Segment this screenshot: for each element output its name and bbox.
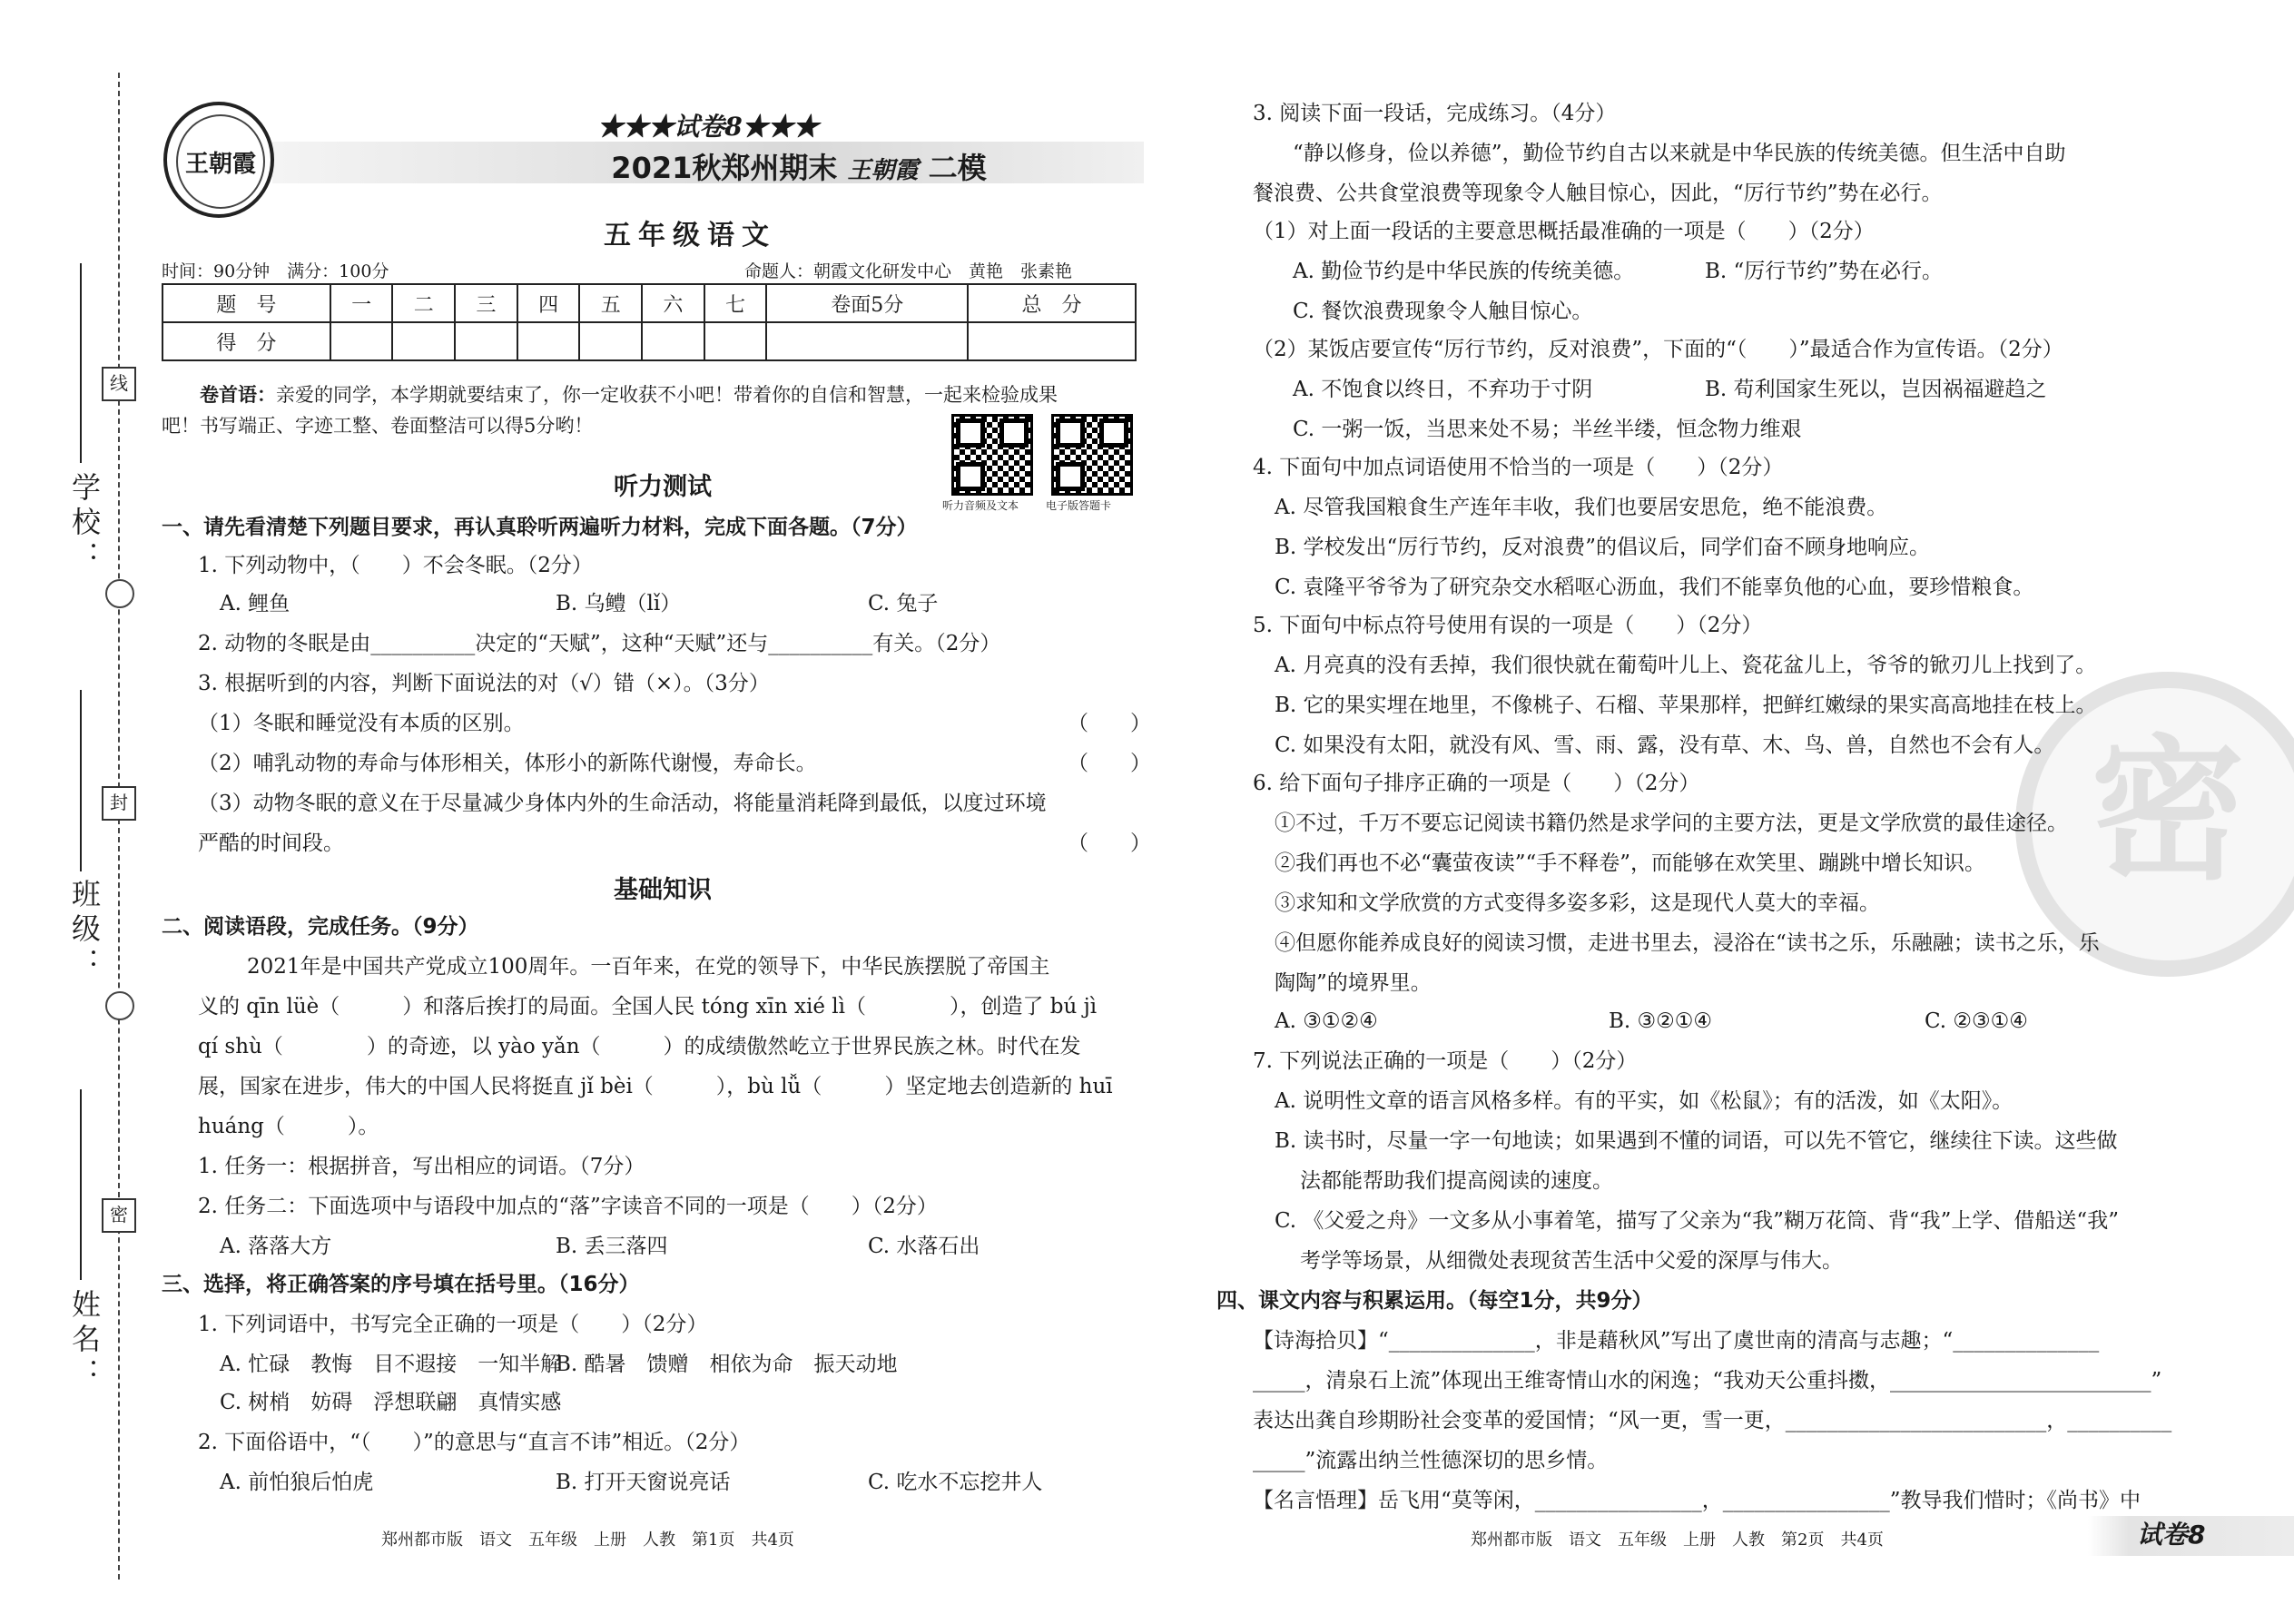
r-q5-a: A. 月亮真的没有丢掉，我们很快就在葡萄叶儿上、瓷花盆儿上，爷爷的锨刃儿上找到了。 [1275,654,2097,677]
q2-passage-5: huáng（ ）。 [198,1115,379,1138]
class-write-line [80,690,82,871]
r-q3-1-b: B. “厉行节约”势在必行。 [1705,260,1944,283]
judge-paren[interactable]: （ ） [1068,712,1151,735]
score-input-cell[interactable] [392,322,455,360]
r-q5-c: C. 如果没有太阳，就没有风、雪、雨、露，没有草、木、鸟、兽，自然也不会有人。 [1275,733,2055,757]
q3-2-b: B. 打开天窗说亮话 [556,1471,731,1494]
intro-line-1 [200,381,1058,408]
r-q4: 4. 下面句中加点词语使用不恰当的一项是（ ）（2分） [1253,456,1784,479]
q2-heading: 二、阅读语段，完成任务。（9分） [162,915,479,939]
score-input-cell[interactable] [766,322,968,360]
intro-line-2: 吧！书写端正、字迹工整、卷面整洁可以得5分哟！ [162,415,594,437]
r-motto-1: 【名言悟理】岳飞用“莫等闲，________________，________________”教导我们惜时；《尚书》中 [1253,1489,2141,1512]
binding-dashed-line [118,73,120,1580]
q3-2-a: A. 前怕狼后怕虎 [220,1471,374,1494]
score-cell: 三 [455,284,517,322]
footer-right: 郑州都市版 语文 五年级 上册 人教 第2页 共4页 [1471,1530,1884,1550]
section-listening-title: 听力测试 [614,473,712,501]
r-q3-2-b: B. 苟利国家生死以，岂因祸福避趋之 [1705,378,2047,401]
intro-label: 卷首语： [200,383,276,406]
q2-task-1: 1. 任务一：根据拼音，写出相应的词语。（7分） [198,1155,645,1178]
score-input-cell[interactable] [968,322,1136,360]
name-label: 姓名： [67,1289,102,1393]
score-cell: 七 [704,284,767,322]
footer-left: 郑州都市版 语文 五年级 上册 人教 第1页 共4页 [381,1530,794,1550]
binding-mark-feng: 封 [102,786,136,821]
r-q3-1: （1）对上面一段话的主要意思概括最准确的一项是（ ）（2分） [1253,220,1875,243]
r-q7-a: A. 说明性文章的语言风格多样。有的平实，如《松鼠》；有的活泼，如《太阳》。 [1275,1089,2013,1113]
q1-3-3-cont: 严酷的时间段。 [198,832,344,855]
q3-1: 1. 下列词语中，书写完全正确的一项是（ ）（2分） [198,1313,708,1336]
q2-task-2-a: A. 落落大方 [220,1235,332,1258]
r-q4-c: C. 袁隆平爷爷为了研究杂交水稻呕心沥血，我们不能辜负他的心血，要珍惜粮食。 [1275,576,2034,599]
q2-task-2-b: B. 丢三落四 [556,1235,668,1258]
r-q6-s4-cont: 陶陶”的境界里。 [1275,971,1432,995]
q1-3-1: （1）冬眠和睡觉没有本质的区别。 [198,712,525,735]
score-input-cell[interactable] [642,322,704,360]
q1-1-c: C. 兔子 [868,592,939,615]
q3-1-b: B. 酷暑 馈赠 相依为命 振天动地 [556,1353,898,1376]
score-table [162,283,1137,361]
brand-logo-text: 王朝霞 [176,114,265,209]
time-info: 时间：90分钟 满分：100分 [162,261,389,281]
r-q6-s4: ④但愿你能养成良好的阅读习惯，走进书里去，浸浴在“读书之乐，乐融融；读书之乐，乐 [1275,931,2100,955]
section-basics-title: 基础知识 [614,876,712,904]
score-input-cell[interactable] [704,322,767,360]
r-q7-c-cont: 考学等场景，从细微处表现贫苦生活中父爱的深厚与伟大。 [1300,1249,1843,1273]
r-q6-s3: ③求知和文学欣赏的方式变得多姿多彩，这是现代人莫大的幸福。 [1275,891,1880,915]
r-q3-1-c: C. 餐饮浪费现象令人触目惊心。 [1293,300,1593,323]
exam-title [508,145,1089,187]
binding-circle [105,991,134,1020]
r-q6-c: C. ②③①④ [1925,1009,2028,1033]
q2-passage-3: qí shù（ ）的奇迹，以 yào yǎn（ ）的成绩傲然屹立于世界民族之林。时代在发 [198,1035,1081,1058]
exam-title-brand: 王朝霞 [847,157,919,184]
subject-title: 五年级语文 [604,220,776,251]
score-cell: 二 [392,284,455,322]
q1-heading: 一、请先看清楚下列题目要求，再认真聆听两遍听力材料，完成下面各题。（7分） [162,516,918,539]
q3-1-c: C. 树梢 妨碍 浮想联翩 真情实感 [220,1391,562,1414]
score-table-header-row [162,284,1136,322]
score-table-score-row [162,322,1136,360]
q1-1-a: A. 鲤鱼 [220,592,290,615]
intro-text-1: 亲爱的同学，本学期就要结束了，你一定收获不小吧！带着你的自信和智慧，一起来检验成果 [276,384,1058,406]
score-cell: 总 分 [968,284,1136,322]
r-q6-s2: ②我们再也不必“囊萤夜读”“手不释卷”，而能够在欢笑里、蹦跳中增长知识。 [1275,851,1986,875]
r-q4-section-heading: 四、课文内容与积累运用。（每空1分，共9分） [1216,1289,1653,1313]
r-q5: 5. 下面句中标点符号使用有误的一项是（ ）（2分） [1253,614,1763,637]
r-q4-a: A. 尽管我国粮食生产连年丰收，我们也要居安思危，绝不能浪费。 [1275,496,1888,519]
qr-caption-audio: 听力音频及文本 [942,499,1019,512]
q2-task-2-c: C. 水落石出 [868,1235,980,1258]
q1-1-b: B. 乌鳢（lǐ） [556,592,682,615]
r-q3-2: （2）某饭店要宣传“厉行节约，反对浪费”，下面的“（ ）”最适合作为宣传语。（2分） [1253,338,2063,361]
score-cell: 六 [642,284,704,322]
r-q7-c: C. 《父爱之舟》一文多从小事着笔，描写了父亲为“我”糊万花筒、背“我”上学、借船送“我” [1275,1209,2119,1233]
q2-passage-4: 展，国家在进步，伟大的中国人民将挺直 jǐ bèi（ ），bù lǚ（ ）坚定地去创造新的 huī [198,1075,1113,1098]
score-cell: 五 [579,284,642,322]
q3-1-a: A. 忙碌 教悔 目不遐接 一知半解 [220,1353,562,1376]
r-poem-1: 【诗海拾贝】“______________，非是藉秋风”写出了虞世南的清高与志趣；“______________ [1253,1329,2100,1353]
binding-mark-xian: 线 [102,367,136,401]
score-row-label: 得 分 [162,322,330,360]
r-q3: 3. 阅读下面一段话，完成练习。（4分） [1253,102,1617,125]
brand-logo [163,102,274,218]
r-q6-a: A. ③①②④ [1275,1009,1378,1033]
r-poem-3: 表达出龚自珍期盼社会变革的爱国情；“风一更，雪一更，_________________________，__________ [1253,1409,2172,1432]
class-label: 班级： [67,879,102,982]
r-q3-1-a: A. 勤俭节约是中华民族的传统美德。 [1293,260,1635,283]
score-input-cell[interactable] [455,322,517,360]
r-q6-s1: ①不过，千万不要忘记阅读书籍仍然是求学问的主要方法，更是文学欣赏的最佳途径。 [1275,812,2068,835]
score-input-cell[interactable] [517,322,580,360]
score-cell: 一 [330,284,393,322]
r-q3-passage-1: “静以修身，俭以养德”，勤俭节约自古以来就是中华民族的传统美德。但生活中自助 [1293,142,2066,165]
exam-title-main: 2021秋郑州期末 [611,151,838,185]
score-input-cell[interactable] [579,322,642,360]
authors: 命题人：朝霞文化研发中心 黄艳 张素艳 [744,261,1073,281]
score-input-cell[interactable] [330,322,393,360]
q2-passage-1: 2021年是中国共产党成立100周年。一百年来，在党的领导下，中华民族摆脱了帝国主 [247,955,1050,979]
r-poem-2: _____，清泉石上流”体现出王维寄情山水的闲逸；“我劝天公重抖擞，_________________________” [1253,1369,2162,1393]
r-q6: 6. 给下面句子排序正确的一项是（ ）（2分） [1253,772,1700,795]
q2-passage-2: 义的 qīn lüè（ ）和落后挨打的局面。全国人民 tóng xīn xié lì（ ），创造了 bú jì [198,995,1098,1019]
judge-paren[interactable]: （ ） [1068,832,1151,855]
judge-paren[interactable]: （ ） [1068,752,1151,775]
qr-code-answer-sheet[interactable] [1051,414,1133,496]
score-cell: 四 [517,284,580,322]
r-q5-b: B. 它的果实埋在地里，不像桃子、石榴、苹果那样，把鲜红嫩绿的果实高高地挂在枝上。 [1275,694,2097,717]
corner-tag: 试卷8 [2137,1520,2206,1550]
secret-stamp: 密 [2015,672,2294,977]
name-write-line [80,1089,82,1280]
score-cell: 题 号 [162,284,330,322]
school-label: 学校： [67,472,102,576]
r-q4-b: B. 学校发出“厉行节约，反对浪费”的倡议后，同学们奋不顾身地响应。 [1275,536,1931,559]
r-q3-2-c: C. 一粥一饭，当思来处不易；半丝半缕，恒念物力维艰 [1293,418,1802,441]
exam-title-suffix: 二模 [928,151,987,185]
q3-2-c: C. 吃水不忘挖井人 [868,1471,1043,1494]
q1-3-3: （3）动物冬眠的意义在于尽量减少身体内外的生命活动，将能量消耗降到最低，以度过环境 [198,792,1047,815]
r-poem-4: _____”流露出纳兰性德深切的思乡情。 [1253,1449,1609,1472]
r-q3-passage-2: 餐浪费、公共食堂浪费等现象令人触目惊心，因此，“厉行节约”势在必行。 [1253,182,1943,205]
binding-circle [105,579,134,608]
series-tag: ★★★试卷8★★★ [597,112,819,142]
q1-3-2: （2）哺乳动物的寿命与体形相关，体形小的新陈代谢慢，寿命长。 [198,752,817,775]
r-q3-2-a: A. 不饱食以终日，不弃功于寸阴 [1293,378,1593,401]
school-write-line [80,263,82,463]
r-q7: 7. 下列说法正确的一项是（ ）（2分） [1253,1049,1638,1073]
r-q7-b-cont: 法都能帮助我们提高阅读的速度。 [1300,1169,1613,1193]
q1-1: 1. 下列动物中，（ ）不会冬眠。（2分） [198,554,593,577]
qr-caption-answer: 电子版答题卡 [1046,499,1112,512]
q2-task-2: 2. 任务二：下面选项中与语段中加点的“落”字读音不同的一项是（ ）（2分） [198,1195,938,1218]
r-q7-b: B. 读书时，尽量一字一句地读；如果遇到不懂的词语，可以先不管它，继续往下读。这些做 [1275,1129,2118,1153]
q1-2: 2. 动物的冬眠是由__________决定的“天赋”，这种“天赋”还与__________有关。（2分） [198,632,1001,655]
q3-2: 2. 下面俗语中，“（ ）”的意思与“直言不讳”相近。（2分） [198,1431,751,1454]
score-cell: 卷面5分 [766,284,968,322]
q3-heading: 三、选择，将正确答案的序号填在括号里。（16分） [162,1273,640,1296]
q1-3: 3. 根据听到的内容，判断下面说法的对（√）错（×）。（3分） [198,672,770,695]
r-q6-b: B. ③②①④ [1609,1009,1713,1033]
qr-code-audio[interactable] [951,414,1033,496]
binding-mark-mi: 密 [102,1198,136,1233]
